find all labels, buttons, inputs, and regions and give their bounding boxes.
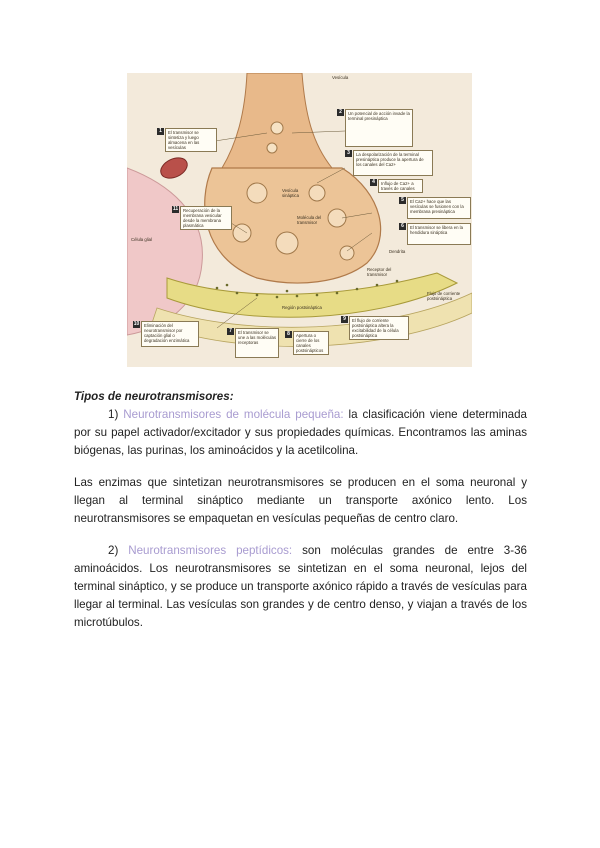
step-number: 11 bbox=[172, 206, 179, 212]
step-number: 1 bbox=[157, 128, 164, 135]
step-box: Influjo de Ca2+ a través de canales bbox=[378, 179, 423, 193]
section-heading: Tipos de neurotransmisores: bbox=[74, 390, 234, 403]
step-box: Recuperación de la membrana vesicular desde la membrana plasmática bbox=[180, 206, 232, 230]
item-text: la clasificación viene determinada por su papel activador/excitador y sus propiedades químicas. Encontramos las aminas biógenas, las purinas, los aminoácidos y la acetilcolina. bbox=[74, 408, 528, 457]
step-number: 8 bbox=[285, 331, 292, 338]
step-number: 9 bbox=[341, 316, 348, 323]
step-box: El transmisor se une a las moléculas receptoras bbox=[235, 328, 279, 358]
glial-label: Célula glial bbox=[131, 237, 153, 242]
step-box: El Ca2+ hace que las vesículas se fusionen con la membrana presináptica bbox=[407, 197, 471, 219]
item-text: son moléculas grandes de entre 3-36 aminoácidos. Los neurotransmisores se sintetizan en el soma neuronal, lejos del terminal sináptico, y se produce un transporte axónico rápido a través de vesículas para llegar al terminal. Las vesículas son grandes y de centro denso, y viajan a través de los microtúbulos. bbox=[74, 544, 527, 629]
step-box: Un potencial de acción invade la terminal presináptica bbox=[345, 109, 413, 147]
step-number: 10 bbox=[133, 321, 140, 327]
item-number: 2) bbox=[108, 544, 119, 557]
paragraph-peptide bbox=[74, 542, 527, 632]
receptor-label: Receptor del transmisor bbox=[367, 267, 392, 277]
step-box: Eliminación del neurotransmisor por captación glial o degradación enzimática bbox=[141, 321, 199, 347]
step-number: 3 bbox=[345, 150, 352, 157]
dendrite-label: Dendrita bbox=[389, 249, 406, 254]
step-number: 5 bbox=[399, 197, 406, 204]
step-number: 2 bbox=[337, 109, 344, 116]
step-number: 6 bbox=[399, 223, 406, 230]
step-number: 7 bbox=[227, 328, 234, 335]
step-box: El transmisor se libera en la hendidura sináptica bbox=[407, 223, 471, 245]
step-box: El flujo de corriente postsináptica altera la excitabilidad de la célula postsináptica bbox=[349, 316, 409, 340]
molecule-label: Molécula del transmisor bbox=[297, 215, 322, 225]
paragraph-small-molecule bbox=[74, 406, 527, 460]
step-box: Apertura o cierre de los canales postsinápticos bbox=[293, 331, 329, 355]
step-box: El transmisor se sintetiza y luego almacena en las vesículas bbox=[165, 128, 217, 152]
synapse-figure bbox=[127, 73, 472, 367]
item-title: Neurotransmisores peptídicos: bbox=[128, 544, 293, 557]
step-number: 4 bbox=[370, 179, 377, 186]
current-label: Flujo de corriente postsináptica bbox=[427, 291, 461, 301]
paragraph-enzymes: Las enzimas que sintetizan neurotransmisores se producen en el soma neuronal y llegan al terminal sináptico mediante un transporte axónico lento. Los neurotransmisores se empaquetan en vesículas pequeñas de centro claro. bbox=[74, 476, 527, 525]
step-box: La despolarización de la terminal presináptica produce la apertura de los canales del Ca2+ bbox=[353, 150, 433, 176]
item-number: 1) bbox=[108, 408, 119, 421]
item-title: Neurotransmisores de molécula pequeña: bbox=[123, 408, 344, 421]
vesicle-center-label: Vesícula sináptica bbox=[282, 188, 299, 198]
vesicle-top-label: Vesícula bbox=[332, 75, 349, 80]
postsynaptic-label: Región postsináptica bbox=[282, 305, 322, 310]
